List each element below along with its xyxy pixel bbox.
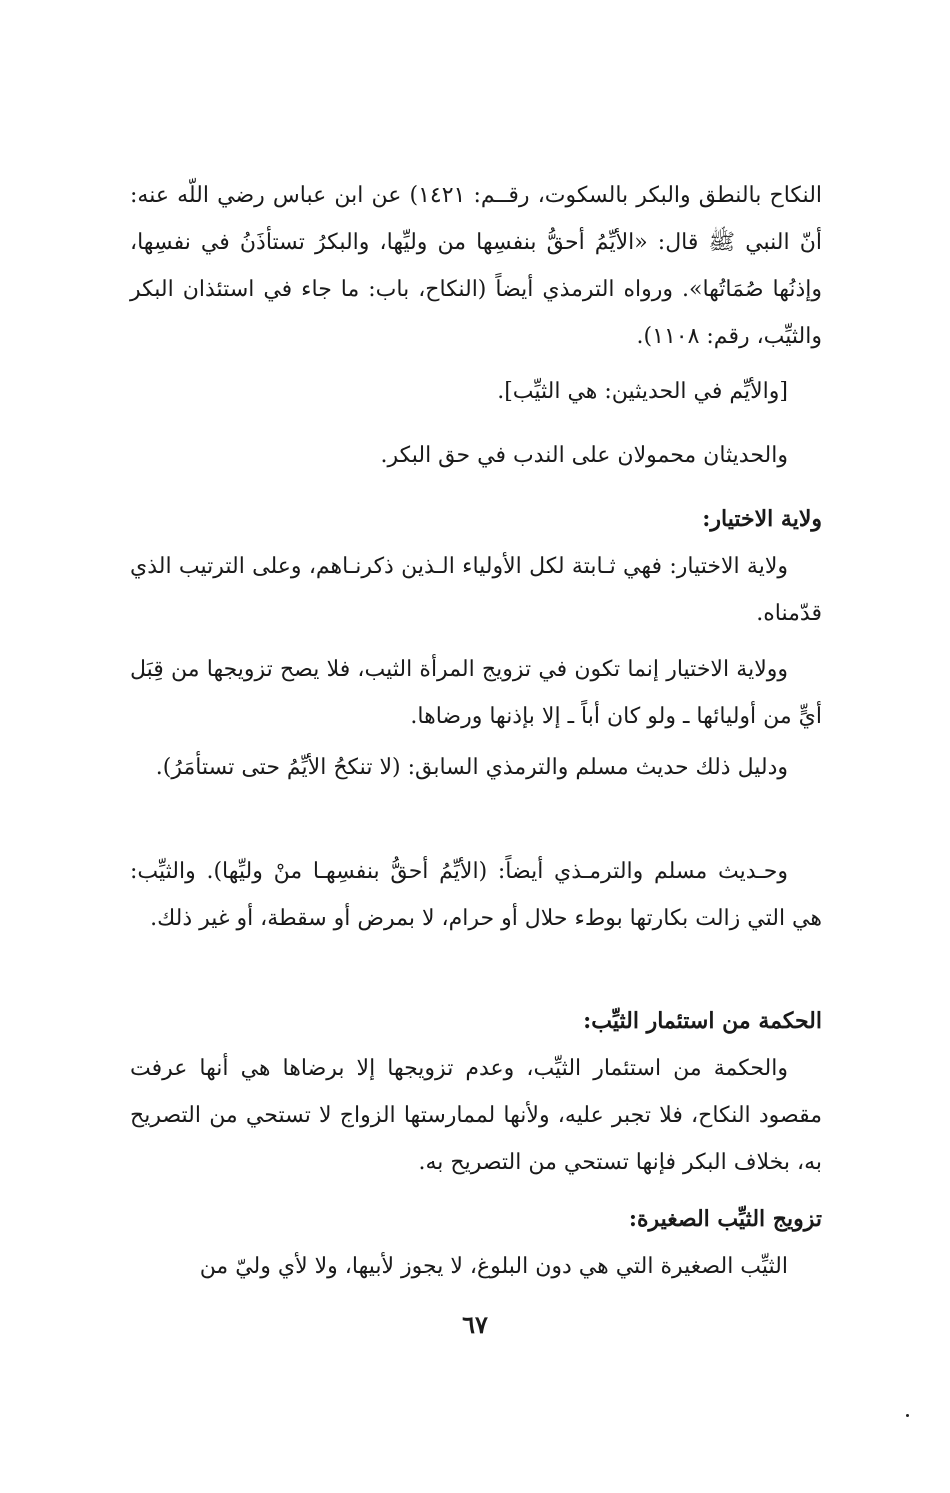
section-wisdom [130, 998, 822, 1186]
section-heading: ولاية الاختيار: [702, 506, 822, 532]
page-number: ٦٧ [462, 1310, 488, 1339]
section-heading: تزويج الثيِّب الصغيرة: [628, 1206, 822, 1232]
paragraph-text: وولاية الاختيار إنما تكون في تزويج المرأة الثيب، فلا يصح تزويجها من قِبَل أيٍّ من أوليائها ـ ولو كان أباً ـ إلا بإذنها ورضاها. [130, 657, 822, 729]
bracket-note-paragraph [130, 368, 822, 415]
hadith-citation-paragraph [130, 172, 822, 360]
paragraph-text: ولاية الاختيار: فهي ثـابتة لكل الأولياء الـذين ذكرنـاهم، وعلى الترتيب الذي قدّمناه. [130, 554, 822, 626]
section-wilayat-ikhtiyar [130, 496, 822, 637]
paragraph-text: وحـديث مسلم والترمـذي أيضاً: (الأيِّمُ أحقُّ بنفسِهـا منْ وليِّها). والثيِّب: هي التي زالت بكارتها بوطء حلال أو حرام، لا بمرض أو سقطة، أو غير ذلك. [130, 859, 822, 931]
paragraph-text: الثيِّب الصغيرة التي هي دون البلوغ، لا يجوز لأبيها، ولا لأي وليّ من [199, 1254, 788, 1279]
paragraph-text: [والأيِّم في الحديثين: هي الثيِّب]. [497, 379, 788, 404]
ruling-paragraph [130, 432, 822, 479]
section-heading: الحكمة من استئمار الثيِّب: [583, 1008, 822, 1034]
paragraph-text: والحكمة من استئمار الثيِّب، وعدم تزويجها إلا برضاها هي أنها عرفت مقصود النكاح، فلا تجبر عليه، ولأنها لممارستها الزواج لا تستحي من التصريح به، بخلاف البكر فإنها تستحي من التصريح به. [130, 1056, 822, 1175]
section-young-thayyib [130, 1196, 822, 1290]
paragraph-text: ودليل ذلك حديث مسلم والترمذي السابق: (لا تنكحُ الأيِّمُ حتى تستأمَرُ). [155, 755, 788, 780]
thayyib-marriage-paragraph [130, 646, 822, 740]
hadith-definition-paragraph [130, 848, 822, 942]
paragraph-text: النكاح بالنطق والبكر بالسكوت، رقــم: ١٤٢١) عن ابن عباس رضي اللّه عنه: أنّ النبي ﷺ قال: «الأيِّمُ أحقُّ بنفسِها من وليِّها، والبكرُ تستأذَنُ في نفسِها، وإذنُها صُمَاتُها». ورواه الترمذي أيضاً (النكاح، باب: ما جاء في استئذان البكر والثيِّب، رقم: ١١٠٨). [130, 183, 823, 349]
paragraph-text: والحديثان محمولان على الندب في حق البكر. [380, 443, 788, 468]
scan-speck [906, 1414, 909, 1417]
evidence-paragraph [130, 744, 822, 791]
